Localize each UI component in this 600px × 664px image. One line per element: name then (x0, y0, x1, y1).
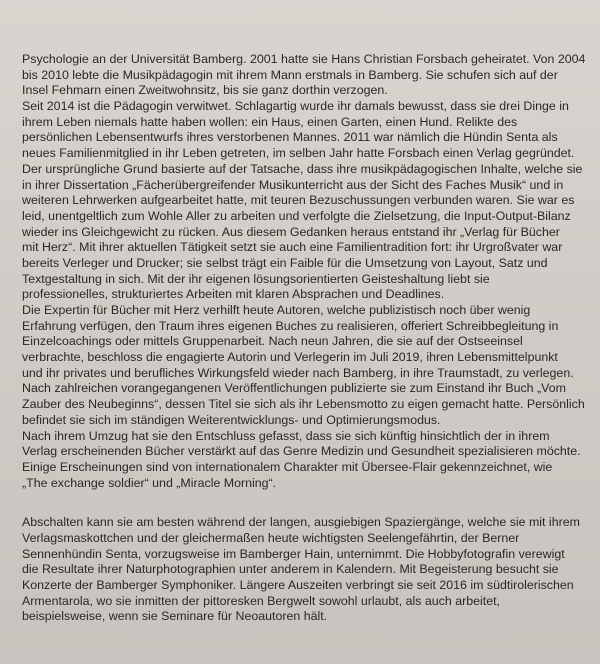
text-line: Die Expertin für Bücher mit Herz verhilft heute Autoren, welche publizistisch noch über wenig (22, 303, 531, 317)
text-line: mit Herz“. Mit ihrer aktuellen Tätigkeit setzt sie auch eine Familientradition fort: ihr Urgroßvater war (22, 240, 563, 255)
paragraph-1 (22, 52, 586, 491)
text-line: Nach zahlreichen vorangegangenen Veröffentlichungen publizierte sie zum Einstand ihr Buch „Vom (22, 381, 566, 396)
text-line: bis 2010 lebte die Musikpädagogin mit ihrem Mann erstmals in Bamberg. Sie schufen sich auf der (22, 67, 558, 82)
text-line: leid, unentgeltlich zum Wohle Aller zu arbeiten und verfolgte die Zielsetzung, die Input-Output-Bilanz (22, 208, 571, 223)
text-line: Der ursprüngliche Grund basierte auf der Tatsache, dass ihre musikpädagogischen Inhalte, welche sie (22, 161, 583, 176)
text-line: professionelles, strukturiertes Arbeiten mit klaren Absprachen und Deadlines. (22, 287, 445, 302)
text-line: Verlagsmaskottchen und der gleichermaßen heute wichtigsten Seelengefährtin, der Berner (22, 530, 520, 545)
text-line: neues Familienmitglied in ihr Leben getreten, im selben Jahr hatte Forsbach einen Verlag gegründet. (22, 146, 575, 161)
text-line: Sennenhündin Senta, vorzugsweise im Bamberger Hain, unternimmt. Die Hobbyfotografin verewigt (22, 546, 565, 561)
text-line: Verlag erscheinenden Bücher verstärkt auf das Genre Medizin und Gesundheit spezialisieren möchte. (22, 444, 581, 459)
text-line: Konzerte der Bamberger Symphoniker. Längere Auszeiten verbringt sie seit 2016 im südtirolerischen (22, 578, 574, 592)
text-line: Einzelcoachings oder mittels Gruppenarbeit. Nach neun Jahren, die sie auf der Ostseeinsel (22, 334, 523, 349)
text-line: und ihr privates und berufliches Wirkungsfeld wieder nach Bamberg, in ihre Traumstadt, zu verlegen. (22, 365, 574, 380)
text-line: Abschalten kann sie am besten während der langen, ausgiebigen Spaziergänge, welche sie mit ihrem (22, 515, 580, 530)
text-line: weiteren Lehrwerken aufgearbeitet hatte, mit teuren Bezuschussungen verbunden waren. Sie war es (22, 193, 575, 208)
text-line: wieder ins Gleichgewicht zu rücken. Aus diesem Gedanken heraus entstand ihr „Verlag für Bücher (22, 224, 560, 239)
text-line: bereits Verleger und Drucker; sie selbst trägt ein Faible für die Umsetzung von Layout, Satz und (22, 255, 548, 270)
text-line: Psychologie an der Universität Bamberg. 2001 hatte sie Hans Christian Forsbach geheiratet. Von 2004 (22, 52, 586, 66)
text-line: befindet sie sich im ständigen Weiterentwicklungs- und Optimierungsmodus. (22, 412, 441, 427)
text-line: Erfahrung verfügen, den Traum ihres eigenen Buches zu realisieren, offeriert Schreibbegleitung in (22, 318, 559, 333)
text-line: beispielsweise, wenn sie Seminare für Neoautoren hält. (22, 609, 328, 624)
text-line: verbrachte, beschloss die engagierte Autorin und Verlegerin im Juli 2019, ihren Lebensmittelpunkt (22, 350, 558, 365)
text-line: Textgestaltung in sich. Mit der ihr eigenen lösungsorientierten Geisteshaltung liebt sie (22, 271, 490, 286)
text-line: ihrem Leben niemals hatte haben wollen: ein Haus, einen Garten, einen Hund. Relikte des (22, 114, 518, 129)
text-line: die Resultate ihrer Naturphotographien unter anderem in Kalendern. Mit Begeisterung besucht sie (22, 562, 559, 577)
text-line: Einige Erscheinungen sind von internationalem Charakter mit Übersee-Flair gekennzeichnet, wie (22, 459, 553, 474)
text-line: in ihrer Dissertation „Fächerübergreifender Musikunterricht aus der Sicht des Faches Musik“ und in (22, 177, 564, 192)
paragraph-2 (22, 515, 582, 625)
text-line: Insel Fehmarn einen Zweitwohnsitz, bis sie ganz dorthin verzogen. (22, 83, 388, 98)
text-line: persönlichen Lebensentwurfs ihres verstorbenen Mannes. 2011 war nämlich die Hündin Senta als (22, 130, 558, 145)
text-line: Seit 2014 ist die Pädagogin verwitwet. Schlagartig wurde ihr damals bewusst, dass sie drei Dinge in (22, 99, 569, 114)
text-line: Nach ihrem Umzug hat sie den Entschluss gefasst, dass sie sich künftig hinsichtlich der in ihrem (22, 428, 550, 443)
text-line: Armentarola, wo sie inmitten der pittoresken Bergwelt sowohl urlaubt, als auch arbeitet, (22, 593, 500, 608)
text-line: „The exchange soldier“ und „Miracle Morning“. (22, 475, 277, 490)
paragraph-spacer (22, 491, 582, 515)
text-line: Zauber des Neubeginns“, dessen Titel sie sich als ihr Lebensmotto zu eigen gemacht hatte. Persönlich (22, 397, 585, 412)
